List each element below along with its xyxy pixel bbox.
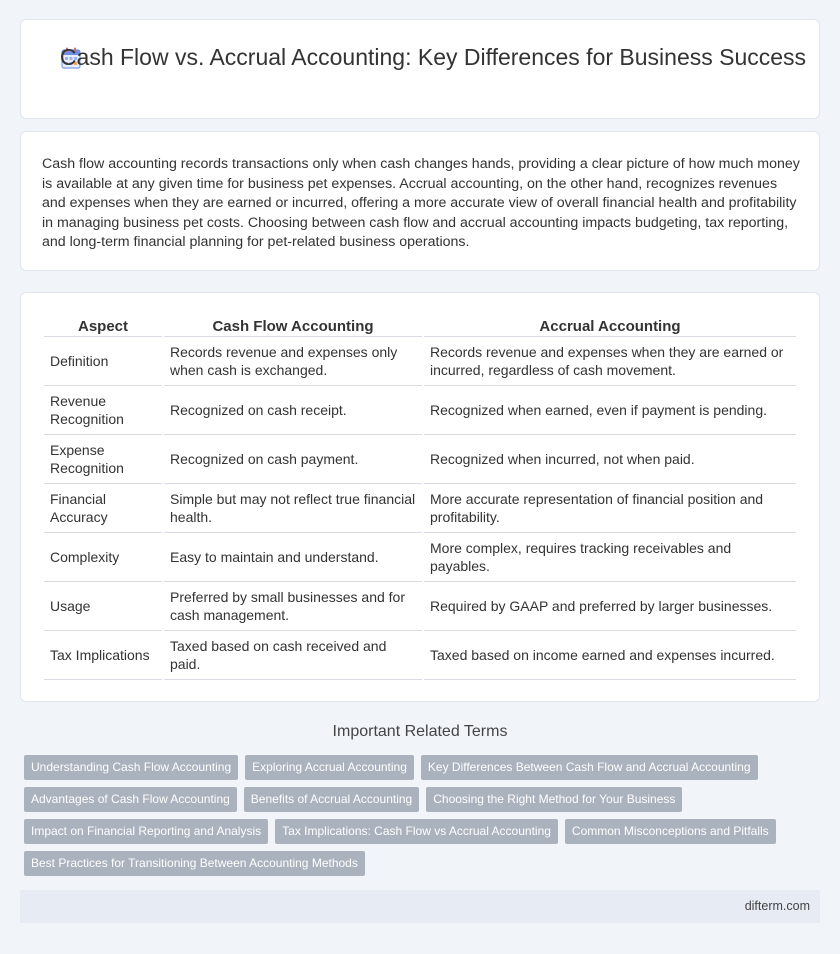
table-cell-accrual: More complex, requires tracking receivables and payables. bbox=[424, 533, 796, 582]
related-term-tag[interactable]: Tax Implications: Cash Flow vs Accrual Accounting bbox=[275, 819, 558, 844]
table-row bbox=[44, 337, 796, 386]
related-terms-heading: Important Related Terms bbox=[332, 723, 508, 740]
table-cell-aspect: Financial Accuracy bbox=[44, 484, 162, 533]
header-card bbox=[20, 19, 820, 119]
page-title: Cash Flow vs. Accrual Accounting: Key Differences for Business Success bbox=[59, 44, 807, 70]
related-term-tag[interactable]: Advantages of Cash Flow Accounting bbox=[24, 787, 237, 812]
related-term-tag[interactable]: Exploring Accrual Accounting bbox=[245, 755, 414, 780]
table-cell-accrual: Recognized when earned, even if payment is pending. bbox=[424, 386, 796, 435]
table-cell-cash-flow: Recognized on cash receipt. bbox=[164, 386, 422, 435]
table-cell-aspect: Complexity bbox=[44, 533, 162, 582]
intro-paragraph: Cash flow accounting records transactions only when cash changes hands, providing a clear picture of how much money is available at any given time for business pet expenses. Accrual accounting, on the other hand, recognizes revenues and expenses when they are earned or incurred, offering a more accurate view of overall financial health and profitability in managing business pet costs. Choosing between cash flow and accrual accounting impacts budgeting, tax reporting, and long-term financial planning for pet-related business operations. bbox=[42, 156, 800, 251]
table-cell-aspect: Expense Recognition bbox=[44, 435, 162, 484]
table-row bbox=[44, 631, 796, 680]
table-row bbox=[44, 386, 796, 435]
table-cell-cash-flow: Preferred by small businesses and for cash management. bbox=[164, 582, 422, 631]
comparison-table bbox=[42, 313, 798, 680]
table-row bbox=[44, 435, 796, 484]
comparison-table-card bbox=[20, 292, 820, 702]
related-term-tag[interactable]: Key Differences Between Cash Flow and Accrual Accounting bbox=[421, 755, 758, 780]
table-row bbox=[44, 484, 796, 533]
table-cell-aspect: Revenue Recognition bbox=[44, 386, 162, 435]
header-aspect: Aspect bbox=[44, 313, 162, 337]
table-cell-accrual: Records revenue and expenses when they are earned or incurred, regardless of cash movement. bbox=[424, 337, 796, 386]
header-accrual: Accrual Accounting bbox=[424, 313, 796, 337]
table-cell-cash-flow: Recognized on cash payment. bbox=[164, 435, 422, 484]
related-term-tag[interactable]: Best Practices for Transitioning Between Accounting Methods bbox=[24, 851, 365, 876]
table-cell-aspect: Definition bbox=[44, 337, 162, 386]
header-cash-flow: Cash Flow Accounting bbox=[164, 313, 422, 337]
footer-site-link[interactable]: difterm.com bbox=[744, 899, 810, 913]
related-term-tag[interactable]: Choosing the Right Method for Your Business bbox=[426, 787, 682, 812]
table-cell-accrual: More accurate representation of financial position and profitability. bbox=[424, 484, 796, 533]
related-term-tag[interactable]: Impact on Financial Reporting and Analysis bbox=[24, 819, 268, 844]
table-cell-accrual: Required by GAAP and preferred by larger businesses. bbox=[424, 582, 796, 631]
table-row bbox=[44, 533, 796, 582]
related-term-tag[interactable]: Common Misconceptions and Pitfalls bbox=[565, 819, 776, 844]
intro-card bbox=[20, 131, 820, 271]
table-cell-aspect: Usage bbox=[44, 582, 162, 631]
table-cell-cash-flow: Easy to maintain and understand. bbox=[164, 533, 422, 582]
related-terms-list bbox=[24, 755, 804, 876]
table-cell-accrual: Recognized when incurred, not when paid. bbox=[424, 435, 796, 484]
table-cell-cash-flow: Records revenue and expenses only when cash is exchanged. bbox=[164, 337, 422, 386]
table-cell-cash-flow: Taxed based on cash received and paid. bbox=[164, 631, 422, 680]
footer bbox=[20, 890, 820, 923]
related-term-tag[interactable]: Benefits of Accrual Accounting bbox=[244, 787, 419, 812]
table-cell-accrual: Taxed based on income earned and expenses incurred. bbox=[424, 631, 796, 680]
table-header-row bbox=[44, 313, 796, 337]
table-row bbox=[44, 582, 796, 631]
table-cell-cash-flow: Simple but may not reflect true financial health. bbox=[164, 484, 422, 533]
table-cell-aspect: Tax Implications bbox=[44, 631, 162, 680]
related-term-tag[interactable]: Understanding Cash Flow Accounting bbox=[24, 755, 238, 780]
